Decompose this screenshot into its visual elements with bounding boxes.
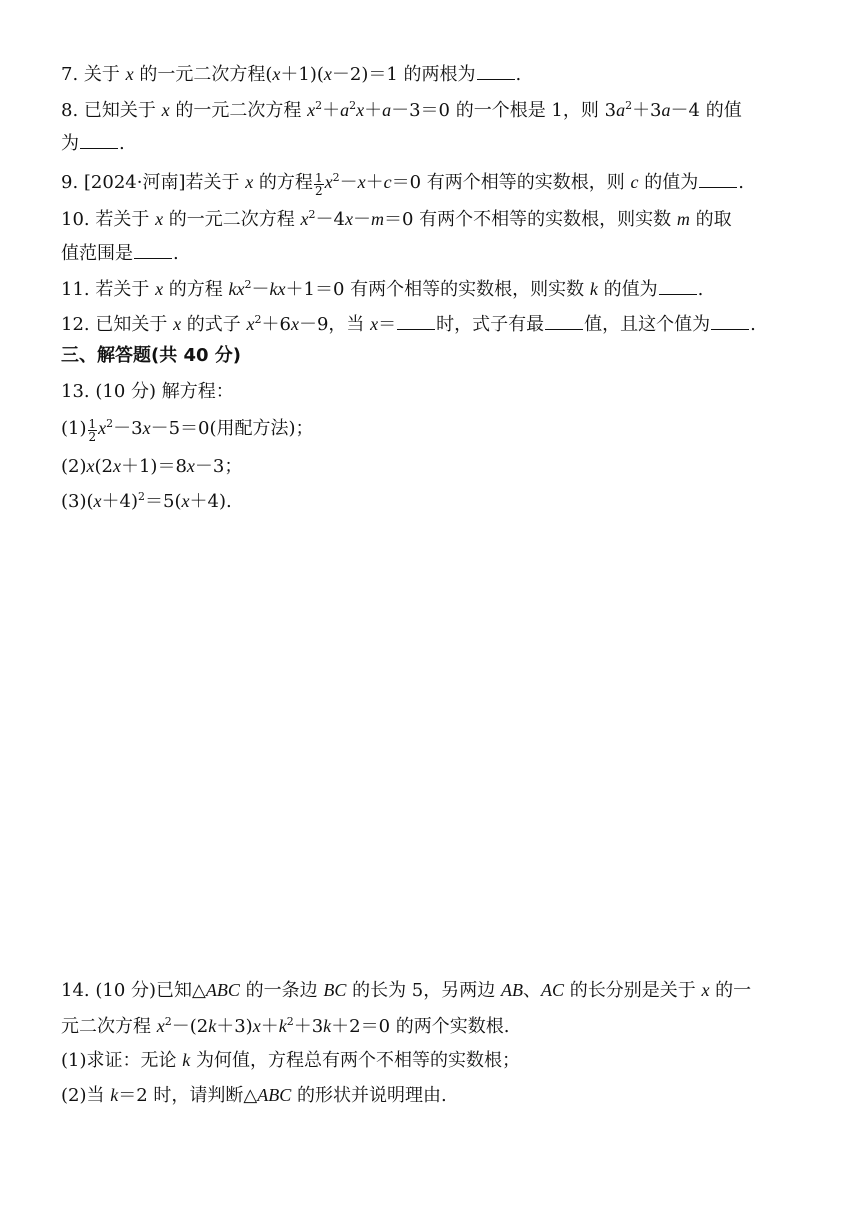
text: 12. 已知关于 [61, 314, 174, 335]
text: ＋3 [293, 1016, 324, 1037]
problem-13-part-2 [61, 452, 242, 481]
exponent: 2 [625, 99, 633, 112]
text: 值，且这个值为 [584, 314, 711, 335]
exponent: 2 [332, 171, 340, 184]
var: x [125, 64, 134, 84]
exponent: 2 [106, 417, 114, 430]
text: 的取 [689, 209, 732, 230]
text: 的一条边 [239, 980, 324, 1001]
problem-11 [61, 275, 703, 304]
var: x [356, 100, 365, 120]
var: ABC [205, 980, 240, 1000]
var: m [370, 209, 384, 229]
text: －(2 [171, 1016, 209, 1037]
var: x [324, 172, 333, 192]
text: (2)当 [61, 1085, 111, 1106]
text: . [515, 64, 522, 85]
answer-blank[interactable] [659, 293, 697, 295]
text: (2 [94, 456, 113, 477]
text: ＋ [260, 1016, 279, 1037]
var: x [155, 279, 164, 299]
var: BC [323, 980, 347, 1000]
exponent: 2 [315, 99, 323, 112]
text: ＋6 [261, 314, 291, 335]
text: . [750, 314, 756, 335]
text: 14. (10 分)已知△ [61, 980, 206, 1001]
text: 的值为 [638, 172, 699, 193]
text: ＋1)( [280, 64, 324, 85]
text: 元二次方程 [61, 1016, 157, 1037]
problem-13-part-1 [61, 414, 314, 443]
text: . [173, 243, 179, 264]
var: x [246, 314, 255, 334]
problem-8-line-1 [61, 96, 742, 125]
fraction [88, 418, 98, 443]
var: x [307, 100, 316, 120]
text: ＝5( [145, 491, 182, 512]
text: －4 的值 [670, 100, 742, 121]
var: AC [540, 980, 564, 1000]
var: kx [228, 279, 245, 299]
var: x [161, 100, 170, 120]
text: －3 [113, 418, 143, 439]
var: x [181, 491, 190, 511]
answer-blank[interactable] [711, 328, 749, 330]
problem-14-part-2 [61, 1081, 447, 1110]
var: m [676, 209, 690, 229]
var: c [383, 172, 392, 192]
var: a [661, 100, 671, 120]
var: x [155, 209, 164, 229]
exponent: 2 [138, 490, 146, 503]
text: 的式子 [181, 314, 247, 335]
problem-7 [61, 60, 521, 89]
text: ＝ [378, 314, 397, 335]
var: a [382, 100, 392, 120]
text: 的形状并说明理由. [291, 1085, 447, 1106]
exponent: 2 [244, 278, 252, 291]
var: k [589, 279, 598, 299]
answer-blank[interactable] [477, 78, 515, 80]
problem-10-line-2 [61, 240, 179, 268]
var: x [245, 172, 254, 192]
text: －3＝0 的一个根是 1，则 3 [391, 100, 617, 121]
text: ＝2 时，请判断△ [118, 1085, 258, 1106]
problem-10-line-1 [61, 205, 732, 234]
var: x [370, 314, 379, 334]
text: 9. [2024·河南]若关于 [61, 172, 246, 193]
text: 值范围是 [61, 243, 133, 264]
text: ＋2＝0 的两个实数根. [331, 1016, 510, 1037]
var: x [142, 418, 151, 438]
var: x [186, 456, 195, 476]
var: AB [500, 980, 523, 1000]
text: 的一元二次方程 [163, 209, 301, 230]
text: － [251, 279, 270, 300]
text: 11. 若关于 [61, 279, 156, 300]
text: －2)＝1 的两根为 [331, 64, 476, 85]
text: ＋ [365, 172, 384, 193]
problem-13-part-3 [61, 487, 232, 516]
exponent: 2 [308, 208, 316, 221]
text: ＝0 有两个不相等的实数根，则实数 [383, 209, 677, 230]
text: 为何值，方程总有两个不相等的实数根； [190, 1050, 520, 1071]
var: x [357, 172, 366, 192]
problem-12 [61, 310, 756, 339]
text: 的方程 [253, 172, 313, 193]
text: － [352, 209, 371, 230]
var: x [272, 64, 281, 84]
exponent: 2 [349, 99, 357, 112]
text: ＝0 有两个相等的实数根，则 [391, 172, 631, 193]
exponent: 2 [254, 313, 262, 326]
exponent: 2 [286, 1015, 294, 1028]
text: 7. 关于 [61, 64, 126, 85]
text: －9，当 [298, 314, 371, 335]
text: ＋1)＝8 [120, 456, 187, 477]
text: －5＝0(用配方法)； [150, 418, 314, 439]
text: (1) [61, 418, 87, 439]
text: (3)( [61, 491, 94, 512]
text: ＋4) [101, 491, 139, 512]
text: ＋ [364, 100, 383, 121]
var: x [290, 314, 299, 334]
var: k [110, 1085, 119, 1105]
text: 的一元二次方程( [133, 64, 273, 85]
text: (2) [61, 456, 87, 477]
var: x [252, 1016, 261, 1036]
text: 的值为 [597, 279, 658, 300]
var: x [93, 491, 102, 511]
text: 8. 已知关于 [61, 100, 162, 121]
text: . [697, 279, 704, 300]
text: 的长为 5，另两边 [346, 980, 501, 1001]
text: ＋3 [632, 100, 662, 121]
problem-14-line-2 [61, 1012, 510, 1041]
var: x [344, 209, 353, 229]
text: ＋1＝0 有两个相等的实数根，则实数 [285, 279, 590, 300]
problem-14-line-1 [61, 976, 751, 1005]
var: x [112, 456, 121, 476]
var: x [156, 1016, 165, 1036]
var: x [323, 64, 332, 84]
numerator: 1 [88, 417, 97, 431]
text: 的一元二次方程 [169, 100, 308, 121]
var: k [208, 1016, 217, 1036]
denominator: 2 [314, 184, 323, 198]
var: kx [269, 279, 286, 299]
answer-blank[interactable] [80, 147, 118, 149]
answer-blank[interactable] [545, 328, 583, 330]
text: 的一 [709, 980, 752, 1001]
text: 时，式子有最 [436, 314, 545, 335]
var: c [630, 172, 639, 192]
answer-blank[interactable] [134, 257, 172, 259]
var: k [182, 1050, 191, 1070]
numerator: 1 [314, 171, 323, 185]
text: －3； [194, 456, 243, 477]
var: x [173, 314, 182, 334]
text: 的长分别是关于 [563, 980, 702, 1001]
text: 、 [522, 980, 541, 1001]
var: x [300, 209, 309, 229]
text: . [738, 172, 744, 193]
var: x [86, 456, 95, 476]
text: ＋ [322, 100, 341, 121]
problem-13-title: 13. (10 分) 解方程： [61, 381, 234, 402]
text: 10. 若关于 [61, 209, 156, 230]
var: x [701, 980, 710, 1000]
problem-8-line-2 [61, 130, 125, 158]
text: ＋4). [189, 491, 232, 512]
var: a [340, 100, 350, 120]
answer-blank[interactable] [397, 328, 435, 330]
var: x [98, 418, 107, 438]
text: 为 [61, 133, 79, 154]
fraction [314, 172, 324, 197]
exponent: 2 [164, 1015, 172, 1028]
text: . [119, 133, 125, 154]
text: －4 [315, 209, 345, 230]
var: ABC [257, 1085, 292, 1105]
answer-blank[interactable] [699, 186, 737, 188]
section-heading: 三、解答题(共 40 分) [61, 345, 242, 366]
var: k [323, 1016, 332, 1036]
text: － [339, 172, 358, 193]
denominator: 2 [88, 430, 97, 444]
problem-14-part-1 [61, 1046, 520, 1075]
var: a [616, 100, 626, 120]
var: k [278, 1016, 287, 1036]
text: ＋3) [216, 1016, 253, 1037]
problem-9 [61, 168, 744, 197]
text: (1)求证：无论 [61, 1050, 183, 1071]
text: 的方程 [163, 279, 229, 300]
